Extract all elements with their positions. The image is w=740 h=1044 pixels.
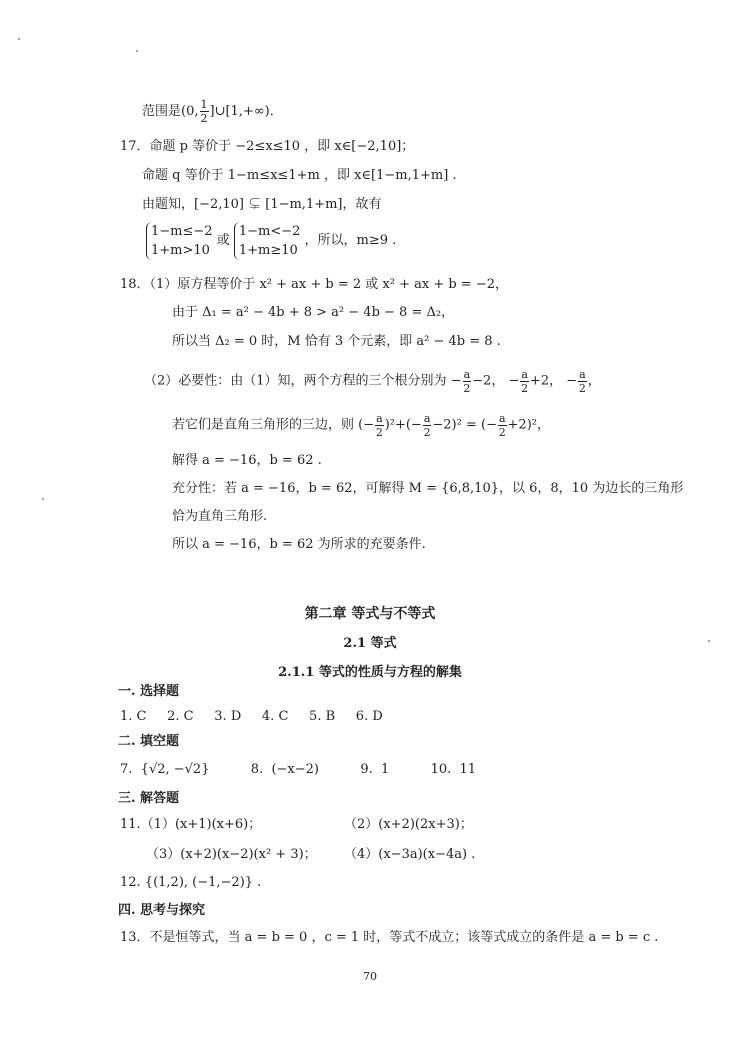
scan-speck [136,50,138,52]
heading-fill: 二. 填空题 [118,734,180,749]
q11-part1: 11.（1）(x+1)(x+6)； [120,817,262,832]
inequality-system-1: 1−m≤−2 1+m>10 [146,222,213,260]
range-line: 范围是(0, $\frac{1}{2}$ ]∪[1,+∞)． [142,98,283,125]
p17-systems: 1−m≤−2 1+m>10 或 1−m<−2 1+m≥10 ，所以，m≥9 . [146,222,396,260]
inequality-system-2: 1−m<−2 1+m≥10 [234,222,301,260]
fraction: $\frac{1}{2}$ [200,98,208,125]
p18-line-8: 恰为直角三角形. [172,509,268,524]
scan-speck [18,38,20,40]
choice-answers: 1. C 2. C 3. D 4. C 5. B 6. D [120,709,383,724]
heading-choice: 一. 选择题 [118,684,180,699]
p18-line-4: （2）必要性：由（1）知，两个方程的三个根分别为 − $\frac{a}{2}$ −2， − $\frac{a}{2}$ +2， − $\frac{a}{2}$ ， [144,368,601,395]
heading-think: 四. 思考与探究 [118,903,206,918]
p18-line-7: 充分性：若 a = −16，b = 62，可解得 M = {6,8,10}，以 6，8，10 为边长的三角形 [172,481,684,496]
q12-answer: 12. {(1,2), (−1,−2)} . [120,875,262,890]
chapter-title: 第二章 等式与不等式 [304,606,436,622]
p18-line-1: 18．（1）原方程等价于 x² + ax + b = 2 或 x² + ax + b = −2， [120,277,508,292]
p18-line-6: 解得 a = −16，b = 62 . [172,453,322,468]
fill-answers: 7. {√2, −√2} 8. (−x−2) 9. 1 10. 11 [120,762,477,777]
p17-line-2: 命题 q 等价于 1−m≤x≤1+m ，即 x∈[1−m,1+m] . [142,168,457,183]
q11-part3: （3）(x+2)(x−2)(x² + 3)； [146,847,317,862]
p18-line-5: 若它们是直角三角形的三边，则 (− $\frac{a}{2}$ )²+(− $\frac{a}{2}$ −2)² = (− $\frac{a}{2}$ +2)²， [172,412,550,439]
section-title: 2.1 等式 [343,636,397,651]
p18-line-9: 所以 a = −16，b = 62 为所求的充要条件. [172,537,426,552]
p17-line-3: 由题知，[−2,10] ⊊ [1−m,1+m]，故有 [142,197,382,212]
heading-solve: 三. 解答题 [118,791,180,806]
p18-line-3: 所以当 Δ₂ = 0 时，M 恰有 3 个元素，即 a² − 4b = 8 . [172,334,501,349]
q11-part2: （2）(x+2)(2x+3)； [344,817,473,832]
scan-speck [42,498,44,500]
q13-answer: 13．不是恒等式，当 a = b = 0 ，c = 1 时，等式不成立；该等式成立的条件是 a = b = c . [120,930,659,945]
p18-line-2: 由于 Δ₁ = a² − 4b + 8 > a² − 4b − 8 = Δ₂， [172,305,455,320]
subsection-title: 2.1.1 等式的性质与方程的解集 [278,665,462,680]
page-number: 70 [363,970,377,983]
q11-part4: （4）(x−3a)(x−4a) . [344,847,476,862]
p17-line-1: 17．命题 p 等价于 −2≤x≤10 ，即 x∈[−2,10]； [120,139,415,154]
